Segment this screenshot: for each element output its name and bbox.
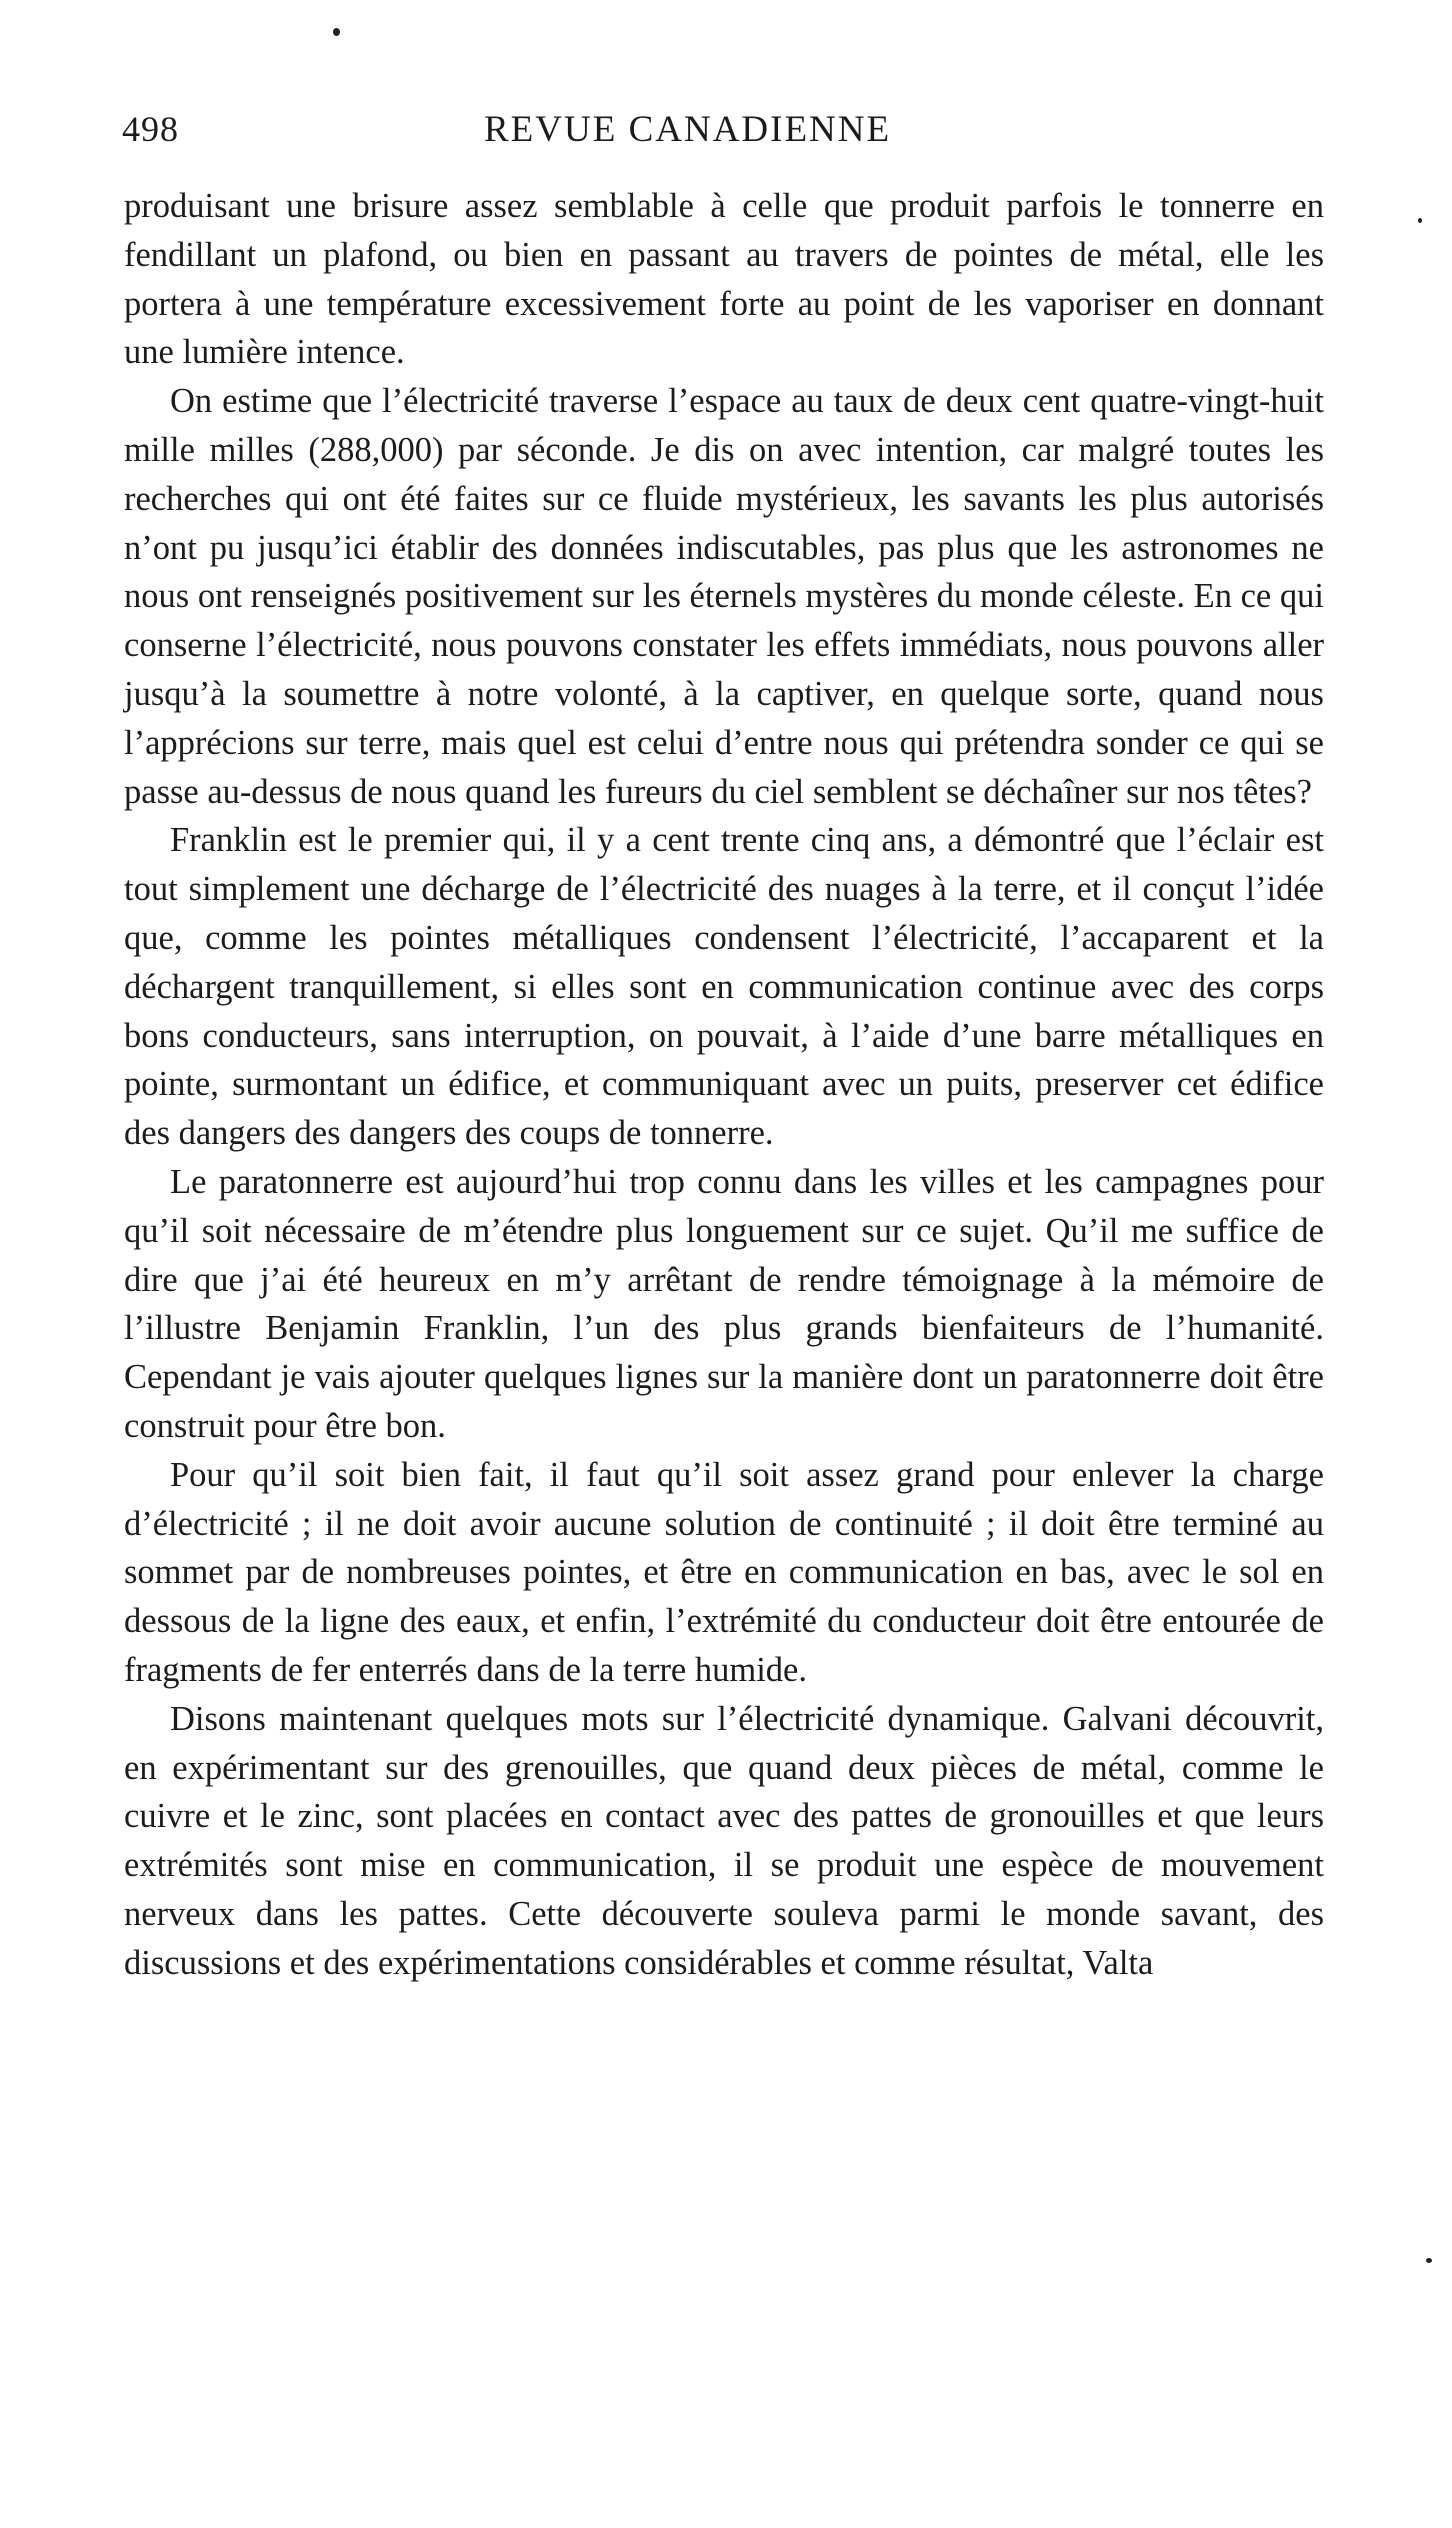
page-number: 498	[122, 109, 179, 149]
running-head: REVUE CANADIENNE	[484, 109, 892, 150]
paragraph: produisant une brisure assez semblable à celle que produit parfois le tonnerre en fendillant un plafond, ou bien en passant au travers de pointes de métal, elle les portera à une température excessivement forte au point de les vaporiser en donnant une lumière intence.	[124, 187, 1324, 372]
paragraph: Disons maintenant quelques mots sur l’électricité dynamique. Galvani découvrit, en expérimentant sur des grenouilles, que quand deux pièces de métal, comme le cuivre et le zinc, sont placées en contact avec des pattes de gronouilles et que leurs extrémités sont mise en communication, il se produit une espèce de mouvement nerveux dans les pattes. Cette découverte souleva parmi le monde savant, des discussions et des expérimentations considérables et comme résultat, Valta	[124, 1699, 1324, 1982]
page-header	[122, 108, 1342, 168]
paragraph: On estime que l’électricité traverse l’espace au taux de deux cent quatre-vingt-huit mille milles (288,000) par séconde. Je dis on avec intention, car malgré toutes les recherches qui ont été faites sur ce fluide mystérieux, les savants les plus autorisés n’ont pu jusqu’ici établir des données indiscutables, pas plus que les astronomes ne nous ont renseignés positivement sur les éternels mystères du monde céleste. En ce qui conserne l’électricité, nous pouvons constater les effets immédiats, nous pouvons aller jusqu’à la soumettre à notre volonté, à la captiver, en quelque sorte, quand nous l’apprécions sur terre, mais quel est celui d’entre nous qui prétendra sonder ce qui se passe au-dessus de nous quand les fureurs du ciel semblent se déchaîner sur nos têtes?	[124, 382, 1324, 811]
paragraph: Franklin est le premier qui, il y a cent trente cinq ans, a démontré que l’éclair est tout simplement une décharge de l’électricité des nuages à la terre, et il conçut l’idée que, comme les pointes métalliques condensent l’électricité, l’accaparent et la déchargent tranquillement, si elles sont en communication continue avec des corps bons conducteurs, sans interruption, on pouvait, à l’aide d’une barre métalliques en pointe, surmontant un édifice, et communiquant avec un puits, preserver cet édifice des dangers des dangers des coups de tonnerre.	[124, 821, 1324, 1153]
ink-speck	[333, 28, 340, 36]
ink-speck	[1426, 2258, 1432, 2263]
paragraph: Pour qu’il soit bien fait, il faut qu’il soit assez grand pour enlever la charge d’électricité ; il ne doit avoir aucune solution de continuité ; il doit être terminé au sommet par de nombreuses pointes, et être en communication en bas, avec le sol en dessous de la ligne des eaux, et enfin, l’extrémité du conducteur doit être entourée de fragments de fer enterrés dans de la terre humide.	[124, 1455, 1324, 1689]
ink-speck	[1418, 218, 1422, 223]
body-text	[124, 182, 1324, 1987]
paragraph: Le paratonnerre est aujourd’hui trop connu dans les villes et les campagnes pour qu’il soit nécessaire de m’étendre plus longuement sur ce sujet. Qu’il me suffice de dire que j’ai été heureux en m’y arrêtant de rendre témoignage à la mémoire de l’illustre Benjamin Franklin, l’un des plus grands bienfaiteurs de l’humanité. Cependant je vais ajouter quelques lignes sur la manière dont un paratonnerre doit être construit pour être bon.	[124, 1162, 1324, 1445]
